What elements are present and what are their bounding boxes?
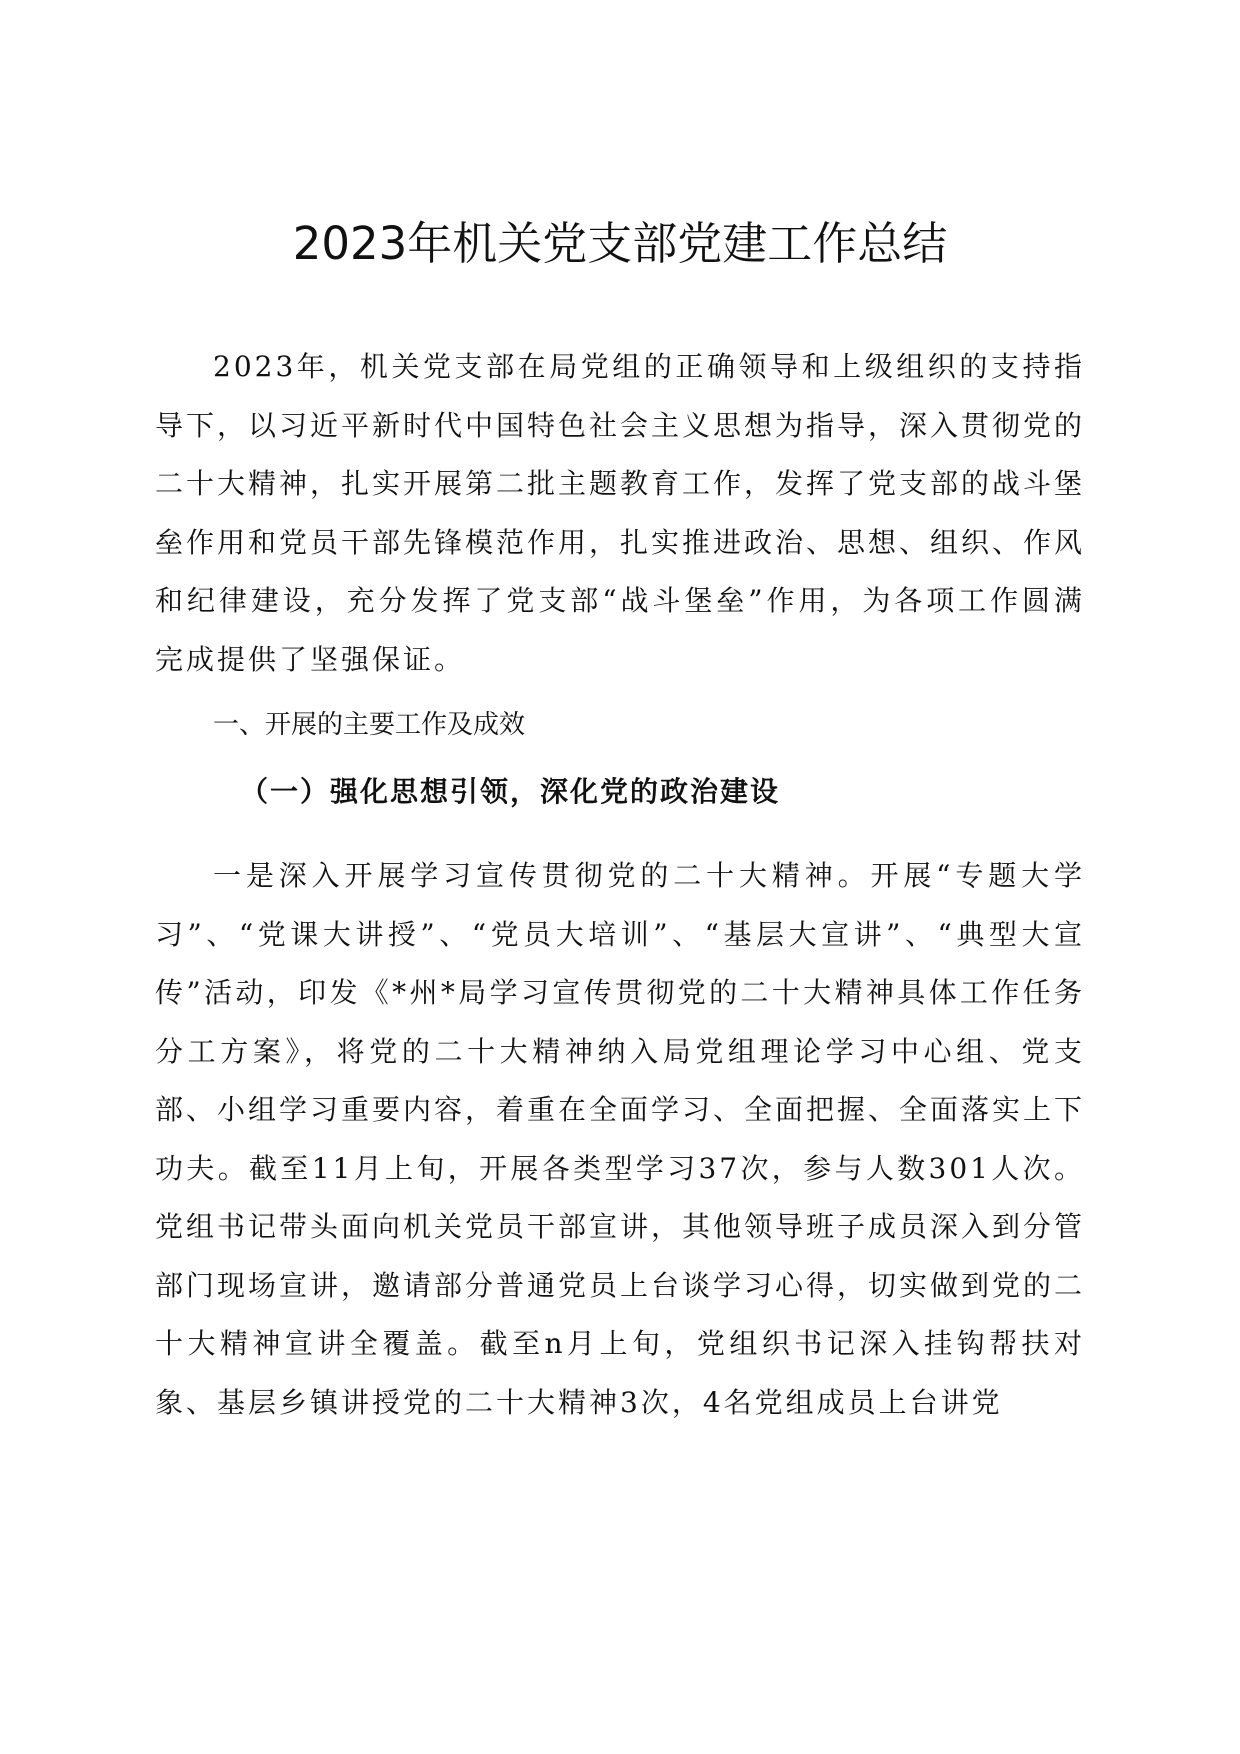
section-heading: 一、开展的主要工作及成效 <box>213 710 526 740</box>
body-paragraph: 一是深入开展学习宣传贯彻党的二十大精神。开展“专题大学习”、“党课大讲授”、“党员大培训”、“基层大宣讲”、“典型大宣传”活动，印发《*州*局学习宣传贯彻党的二十大精神具体工作任务分工方案》，将党的二十大精神纳入局党组理论学习中心组、党支部、小组学习重要内容，着重在全面学习、全面把握、全面落实上下功夫。截至11月上旬，开展各类型学习37次，参与人数301人次。党组书记带头面向机关党员干部宣讲，其他领导班子成员深入到分管部门现场宣讲，邀请部分普通党员上台谈学习心得，切实做到党的二十大精神宣讲全覆盖。截至n月上旬，党组织书记深入挂钩帮扶对象、基层乡镇讲授党的二十大精神3次，4名党组成员上台讲党 <box>155 859 1086 1419</box>
intro-paragraph: 2023年，机关党支部在局党组的正确领导和上级组织的支持指导下，以习近平新时代中国特色社会主义思想为指导，深入贯彻党的二十大精神，扎实开展第二批主题教育工作，发挥了党支部的战斗堡垒作用和党员干部先锋模范作用，扎实推进政治、思想、组织、作风和纪律建设，充分发挥了党支部“战斗堡垒”作用，为各项工作圆满完成提供了坚强保证。 <box>155 350 1086 676</box>
subsection-heading: （一）强化思想引领，深化党的政治建设 <box>240 775 781 808</box>
document-title: 2023年机关党支部党建工作总结 <box>292 217 948 270</box>
